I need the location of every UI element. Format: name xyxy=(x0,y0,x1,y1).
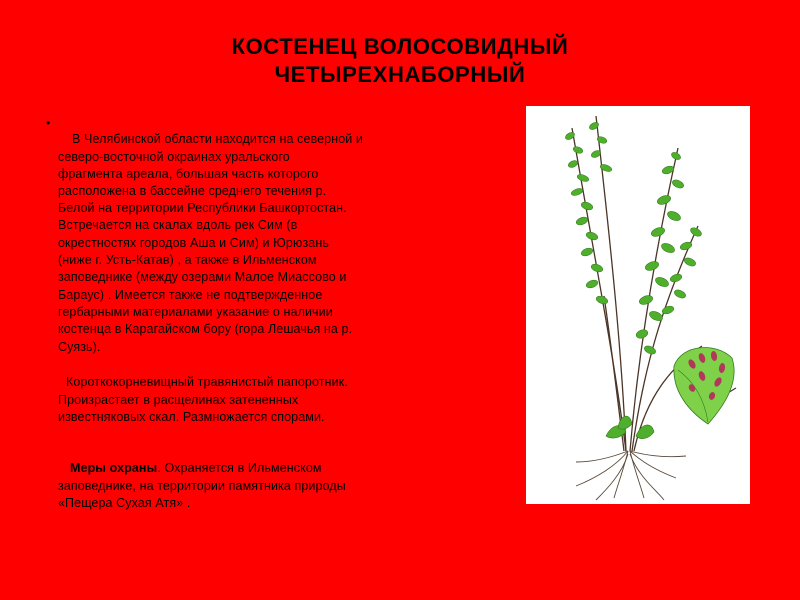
fern-illustration xyxy=(526,106,750,504)
fern-pinnae xyxy=(564,121,703,356)
paragraph-1-line: окрестностях городов Аша и Сим) и Юрюзань xyxy=(58,236,329,250)
protection-line-1 xyxy=(70,461,322,476)
protection-line-3: «Пещера Сухая Атя» . xyxy=(58,496,191,510)
protection-text-1: . Охраняется в Ильменском xyxy=(157,461,322,475)
slide-title-line-2: ЧЕТЫРЕХНАБОРНЫЙ xyxy=(274,62,526,87)
paragraph-2-line: известняковых скал. Размножается спорами. xyxy=(58,410,325,424)
paragraph-2-line: Произрастает в расщелинах затененных xyxy=(58,393,299,407)
paragraph-1-line: Встречается на скалах вдоль рек Сим (в xyxy=(58,218,298,232)
slide-title-line-1: КОСТЕНЕЦ ВОЛОСОВИДНЫЙ xyxy=(231,34,569,59)
paragraph-1-line: костенца в Карагайском бору (гора Лешачья на р. xyxy=(58,322,353,336)
paragraph-1-line: фрагмента ареала, большая часть которого xyxy=(58,167,319,181)
paragraph-1-line: Суязь). xyxy=(58,340,101,354)
protection-line-2: заповеднике, на территории памятника природы xyxy=(58,479,346,493)
paragraph-1-line: гербарными материалами указание о наличии xyxy=(58,305,333,319)
paragraph-2-line: Короткокорневищный травянистый папоротник. xyxy=(66,375,348,389)
paragraph-1-line: Бараус) . Имеется также не подтвержденное xyxy=(58,288,323,302)
fern-base-leaves xyxy=(606,416,654,439)
fern-roots xyxy=(576,451,686,500)
fern-drawing xyxy=(526,106,750,504)
paragraph-1-line: (ниже г. Усть-Катав) , а также в Ильменском xyxy=(58,253,317,267)
pinna-closeup xyxy=(674,348,736,424)
paragraph-1-line: Белой на территории Республики Башкортостан. xyxy=(58,201,347,215)
paragraph-1-line: северо-восточной окраинах уральского xyxy=(58,150,290,164)
protection-heading: Меры охраны xyxy=(70,461,158,475)
paragraph-1-line: В Челябинской области находится на северной и xyxy=(72,132,363,146)
paragraph-1-line: заповеднике (между озерами Малое Миассово и xyxy=(58,270,347,284)
bullet-marker: • xyxy=(46,116,51,130)
paragraph-1-line: расположена в бассейне среднего течения р. xyxy=(58,184,327,198)
